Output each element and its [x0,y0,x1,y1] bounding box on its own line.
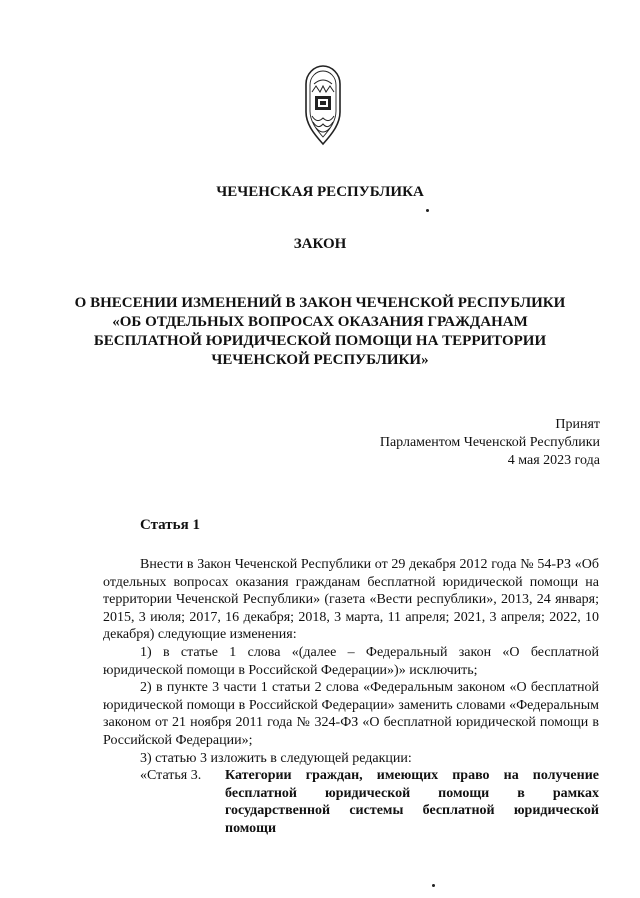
list-item: 3) статью 3 изложить в следующей редакции: [140,750,412,766]
article-heading: Статья 1 [140,517,200,533]
law-heading: ЗАКОН [293,236,347,252]
adopted-label: Принят [555,417,600,432]
adoption-block [380,416,600,470]
quoted-article-title: Категории граждан, имеющих право на получение бесплатной юридической помощи в рамках государственной системы бесплатной юридической помощи [225,768,599,836]
list-item: 2) в пункте 3 части 1 статьи 2 слова «Федеральным законом «О бесплатной юридической помощи в Российской Федерации» заменить словами «Федеральным законом от 21 ноября 2011 года № 324-ФЗ «О бесплатной юридической помощи в Российской Федерации»; [103,680,599,748]
quoted-article-number: «Статья 3. [140,768,202,784]
article-intro: Внести в Закон Чеченской Республики от 29 декабря 2012 года № 54-РЗ «Об отдельных вопросах оказания гражданам бесплатной юридической помощи на территории Чеченской Республики» (газета «Вести республики», 2013, 24 января; 2015, 3 июля; 2017, 16 декабря; 2018, 3 марта, 11 апреля; 2021, 3 апреля; 2022, 10 декабря) следующие изменения: [103,557,599,643]
coat-of-arms-emblem [300,64,346,146]
law-title [0,294,640,370]
scan-speck [432,884,435,887]
law-title-line: ЧЕЧЕНСКОЙ РЕСПУБЛИКИ» [211,352,429,368]
adopted-by: Парламентом Чеченской Республики [379,435,600,450]
law-title-line: «ОБ ОТДЕЛЬНЫХ ВОПРОСАХ ОКАЗАНИЯ ГРАЖДАНАМ [112,314,528,330]
scan-speck [426,209,429,212]
article-body [103,556,599,838]
law-title-line: О ВНЕСЕНИИ ИЗМЕНЕНИЙ В ЗАКОН ЧЕЧЕНСКОЙ РЕСПУБЛИКИ [74,295,566,311]
list-item: 1) в статье 1 слова «(далее – Федеральный закон «О бесплатной юридической помощи в Российской Федерации»)» исключить; [103,644,599,678]
law-title-line: БЕСПЛАТНОЙ ЮРИДИЧЕСКОЙ ПОМОЩИ НА ТЕРРИТОРИИ [93,333,547,349]
adopted-date: 4 мая 2023 года [507,453,600,468]
quoted-article [103,767,599,837]
republic-heading: ЧЕЧЕНСКАЯ РЕСПУБЛИКА [216,184,424,200]
